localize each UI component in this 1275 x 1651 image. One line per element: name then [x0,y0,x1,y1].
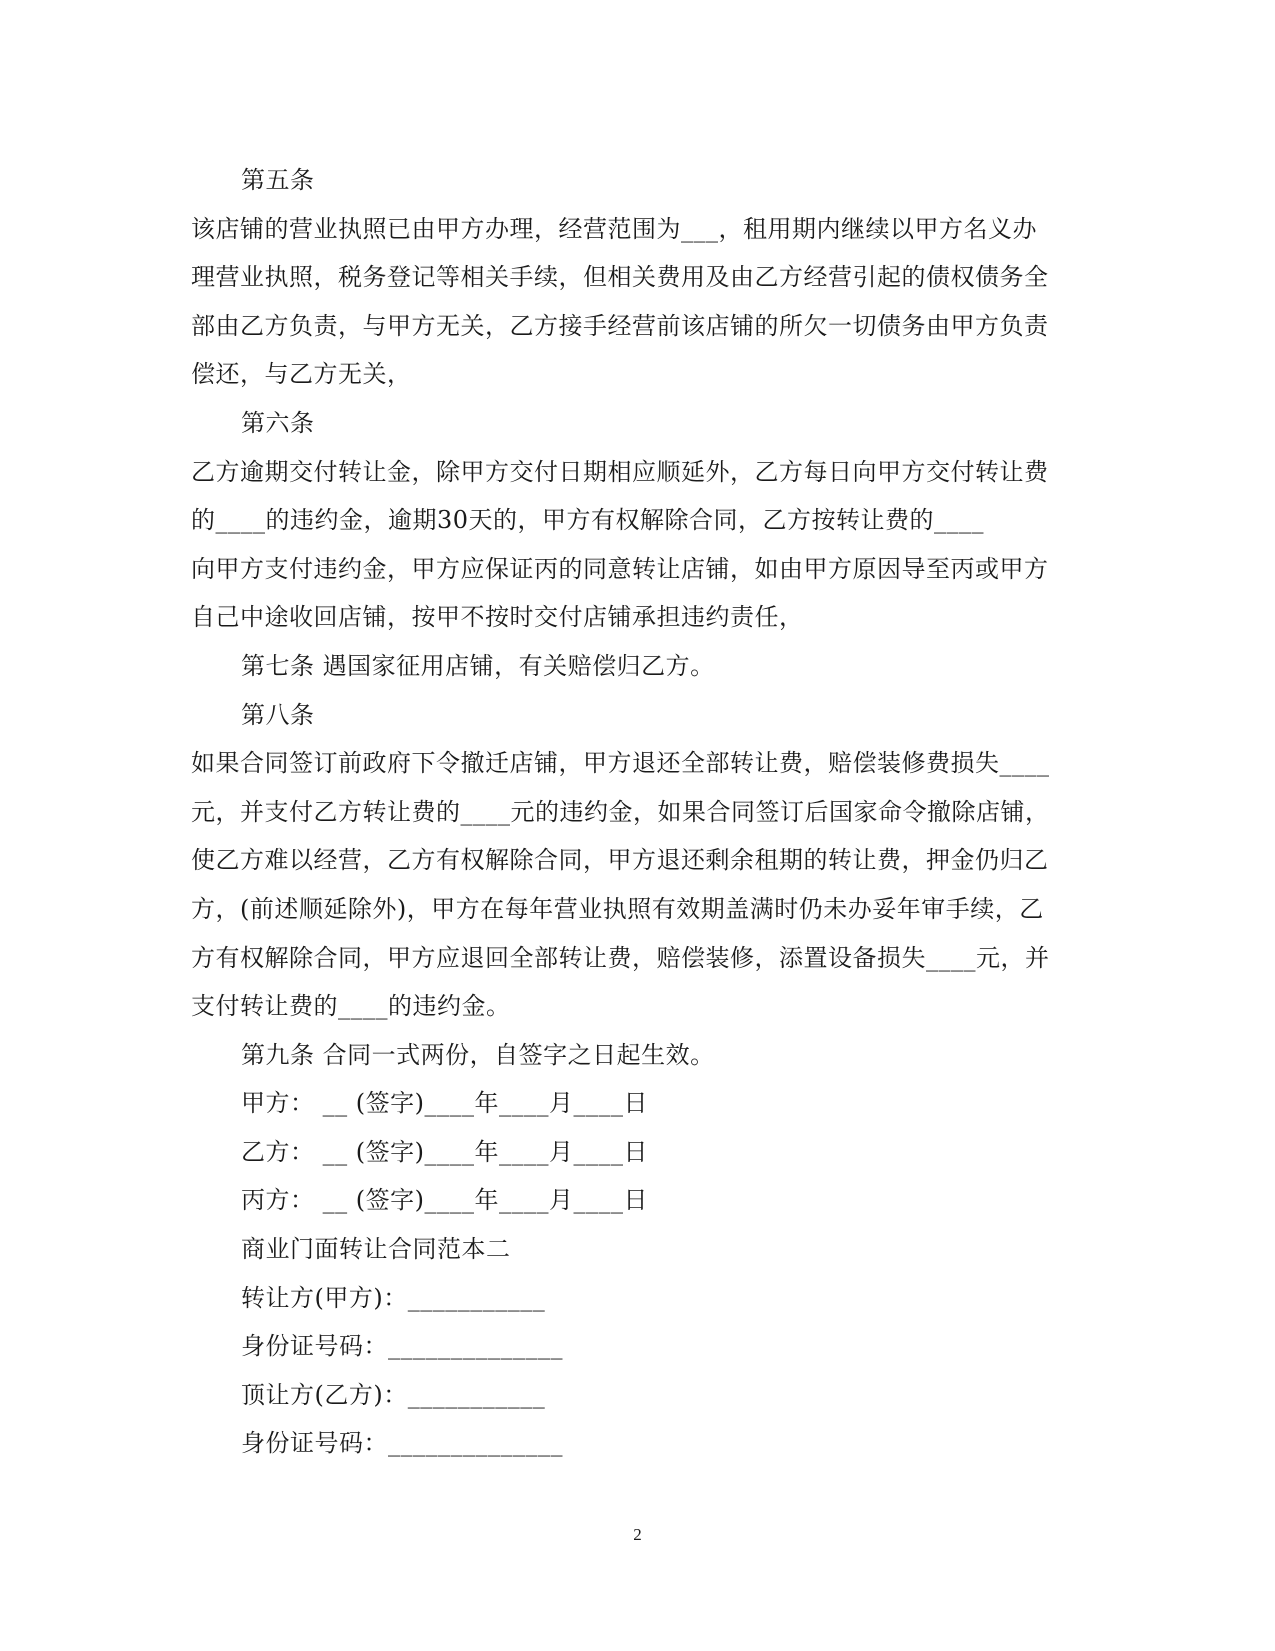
text-line: 第九条 合同一式两份，自签字之日起生效。 [241,1040,715,1069]
text-line: 使乙方难以经营，乙方有权解除合同，甲方退还剩余租期的转让费，押金仍归乙 [191,846,1049,875]
text-line: 的____的违约金，逾期30天的，甲方有权解除合同，乙方按转让费的____ [191,506,985,535]
text-line: 乙方： __ (签字)____年____月____日 [241,1137,648,1166]
text-line: 商业门面转让合同范本二 [241,1235,511,1264]
text-line: 方，(前述顺延除外)，甲方在每年营业执照有效期盖满时仍未办妥年审手续，乙 [191,894,1044,923]
text-line: 支付转让费的____的违约金。 [191,992,511,1021]
text-line: 自己中途收回店铺，按甲不按时交付店铺承担违约责任， [191,603,804,632]
text-line: 转让方(甲方)：___________ [241,1283,546,1312]
text-line: 顶让方(乙方)：___________ [241,1380,546,1409]
text-line: 第八条 [241,700,315,729]
text-line: 理营业执照，税务登记等相关手续，但相关费用及由乙方经营引起的债权债务全 [191,263,1049,292]
text-line: 身份证号码：______________ [241,1429,563,1458]
text-line: 甲方： __ (签字)____年____月____日 [241,1089,648,1118]
text-line: 第五条 [241,166,315,194]
text-line: 该店铺的营业执照已由甲方办理，经营范围为___，租用期内继续以甲方名义办 [191,214,1037,243]
text-line: 丙方： __ (签字)____年____月____日 [241,1186,648,1215]
page-number: 2 [633,1525,642,1544]
text-line: 部由乙方负责，与甲方无关，乙方接手经营前该店铺的所欠一切债务由甲方负责 [191,311,1049,340]
text-line: 偿还，与乙方无关， [191,360,412,389]
text-line: 身份证号码：______________ [241,1332,563,1361]
text-line: 如果合同签订前政府下令撤迁店铺，甲方退还全部转让费，赔偿装修费损失____ [191,749,1050,778]
contract-body [191,156,1071,1468]
text-line: 第六条 [241,408,315,437]
text-line: 第七条 遇国家征用店铺，有关赔偿归乙方。 [241,651,715,680]
text-line: 乙方逾期交付转让金，除甲方交付日期相应顺延外，乙方每日向甲方交付转让费 [191,457,1049,486]
text-line: 元，并支付乙方转让费的____元的违约金，如果合同签订后国家命令撤除店铺， [191,797,1050,826]
text-line: 方有权解除合同，甲方应退回全部转让费，赔偿装修，添置设备损失____元，并 [191,943,1050,972]
text-line: 向甲方支付违约金，甲方应保证丙的同意转让店铺，如由甲方原因导至丙或甲方 [191,554,1049,583]
